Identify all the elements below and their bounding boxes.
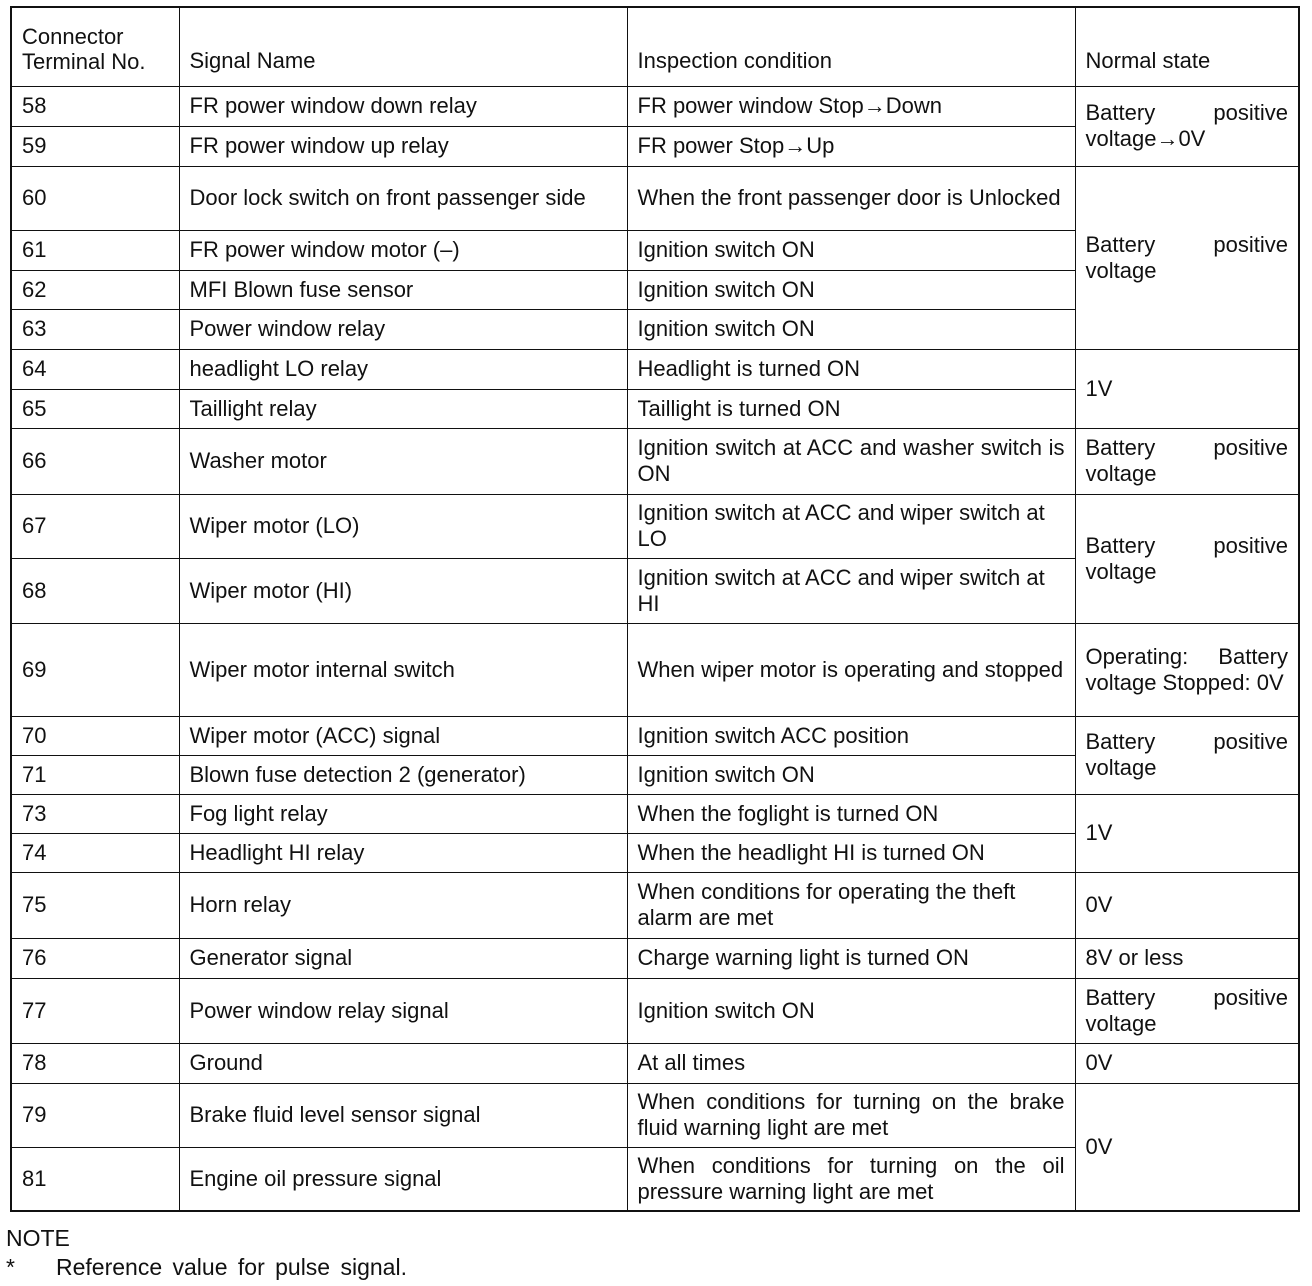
condition-cell: Ignition switch at ACC and wiper switch at LO (627, 494, 1075, 558)
table-row (11, 349, 1299, 389)
table-row (11, 978, 1299, 1043)
condition-cell: FR power Stop→Up (627, 126, 1075, 166)
condition-cell: FR power window Stop→Down (627, 86, 1075, 126)
signal-cell: Wiper motor internal switch (179, 623, 627, 716)
normal-state-cell: 1V (1075, 349, 1299, 428)
terminal-cell: 60 (11, 166, 179, 230)
normal-state-cell: Battery positive voltage (1075, 428, 1299, 494)
signal-cell: Blown fuse detection 2 (generator) (179, 755, 627, 794)
signal-cell: Brake fluid level sensor signal (179, 1083, 627, 1147)
header-terminal-line1: Connector (22, 23, 124, 49)
terminal-cell: 58 (11, 86, 179, 126)
terminal-cell: 81 (11, 1147, 179, 1211)
terminal-cell: 75 (11, 872, 179, 938)
condition-cell: When the foglight is turned ON (627, 794, 1075, 833)
normal-state-cell: Battery positive voltage (1075, 166, 1299, 349)
table-row (11, 872, 1299, 938)
signal-cell: Wiper motor (LO) (179, 494, 627, 558)
signal-cell: Fog light relay (179, 794, 627, 833)
terminal-cell: 79 (11, 1083, 179, 1147)
terminal-cell: 66 (11, 428, 179, 494)
condition-cell: Ignition switch ACC position (627, 716, 1075, 755)
signal-cell: Wiper motor (HI) (179, 558, 627, 623)
normal-state-cell: 0V (1075, 1083, 1299, 1211)
table-row (11, 1083, 1299, 1147)
terminal-cell: 59 (11, 126, 179, 166)
signal-cell: Wiper motor (ACC) signal (179, 716, 627, 755)
normal-state-cell: 0V (1075, 872, 1299, 938)
condition-cell: Ignition switch ON (627, 270, 1075, 309)
signal-cell: FR power window up relay (179, 126, 627, 166)
terminal-cell: 74 (11, 833, 179, 872)
terminal-inspection-table (10, 6, 1300, 1212)
header-normal-state: Normal state (1075, 7, 1299, 86)
signal-cell: Horn relay (179, 872, 627, 938)
signal-cell: Generator signal (179, 938, 627, 978)
table-row (11, 716, 1299, 755)
table-row (11, 494, 1299, 558)
condition-cell: When conditions for operating the theft alarm are met (627, 872, 1075, 938)
normal-state-cell: Battery positive voltage (1075, 978, 1299, 1043)
condition-cell: Ignition switch at ACC and washer switch is ON (627, 428, 1075, 494)
condition-cell: When the headlight HI is turned ON (627, 833, 1075, 872)
condition-cell: Taillight is turned ON (627, 389, 1075, 428)
table-row (11, 623, 1299, 716)
terminal-cell: 77 (11, 978, 179, 1043)
condition-cell: Ignition switch at ACC and wiper switch at HI (627, 558, 1075, 623)
signal-cell: Taillight relay (179, 389, 627, 428)
header-inspection-condition: Inspection condition (627, 7, 1075, 86)
condition-cell: When conditions for turning on the brake fluid warning light are met (627, 1083, 1075, 1147)
signal-cell: FR power window down relay (179, 86, 627, 126)
terminal-cell: 69 (11, 623, 179, 716)
signal-cell: Door lock switch on front passenger side (179, 166, 627, 230)
normal-state-cell: 1V (1075, 794, 1299, 872)
condition-cell: Ignition switch ON (627, 978, 1075, 1043)
terminal-cell: 78 (11, 1043, 179, 1083)
condition-cell: Ignition switch ON (627, 230, 1075, 270)
header-terminal (11, 7, 179, 86)
terminal-cell: 70 (11, 716, 179, 755)
table-row (11, 428, 1299, 494)
signal-cell: Engine oil pressure signal (179, 1147, 627, 1211)
signal-cell: Power window relay signal (179, 978, 627, 1043)
table-row (11, 1043, 1299, 1083)
condition-cell: Charge warning light is turned ON (627, 938, 1075, 978)
normal-state-cell: 8V or less (1075, 938, 1299, 978)
condition-cell: When the front passenger door is Unlocked (627, 166, 1075, 230)
table-row (11, 166, 1299, 230)
terminal-cell: 71 (11, 755, 179, 794)
table-row (11, 938, 1299, 978)
condition-cell: At all times (627, 1043, 1075, 1083)
condition-cell: Ignition switch ON (627, 755, 1075, 794)
header-terminal-line2: Terminal No. (22, 48, 146, 74)
normal-state-cell: Battery positive voltage→0V (1075, 86, 1299, 166)
condition-cell: Ignition switch ON (627, 309, 1075, 349)
normal-state-cell: Operating: Battery voltage Stopped: 0V (1075, 623, 1299, 716)
signal-cell: headlight LO relay (179, 349, 627, 389)
signal-cell: FR power window motor (–) (179, 230, 627, 270)
table-row (11, 86, 1299, 126)
terminal-cell: 61 (11, 230, 179, 270)
signal-cell: Washer motor (179, 428, 627, 494)
terminal-cell: 65 (11, 389, 179, 428)
terminal-cell: 64 (11, 349, 179, 389)
terminal-cell: 68 (11, 558, 179, 623)
note-bullet: * (6, 1254, 15, 1280)
note-text: Reference value for pulse signal. (56, 1254, 407, 1280)
terminal-cell: 67 (11, 494, 179, 558)
table-row (11, 794, 1299, 833)
terminal-cell: 73 (11, 794, 179, 833)
signal-cell: MFI Blown fuse sensor (179, 270, 627, 309)
signal-cell: Power window relay (179, 309, 627, 349)
table-header-row (11, 7, 1299, 86)
condition-cell: When wiper motor is operating and stopped (627, 623, 1075, 716)
condition-cell: When conditions for turning on the oil pressure warning light are met (627, 1147, 1075, 1211)
terminal-cell: 76 (11, 938, 179, 978)
terminal-cell: 63 (11, 309, 179, 349)
signal-cell: Ground (179, 1043, 627, 1083)
signal-cell: Headlight HI relay (179, 833, 627, 872)
note-title: NOTE (6, 1225, 70, 1251)
header-signal-name: Signal Name (179, 7, 627, 86)
normal-state-cell: Battery positive voltage (1075, 494, 1299, 623)
condition-cell: Headlight is turned ON (627, 349, 1075, 389)
note-item (6, 1253, 407, 1281)
normal-state-cell: Battery positive voltage (1075, 716, 1299, 794)
normal-state-cell: 0V (1075, 1043, 1299, 1083)
terminal-cell: 62 (11, 270, 179, 309)
